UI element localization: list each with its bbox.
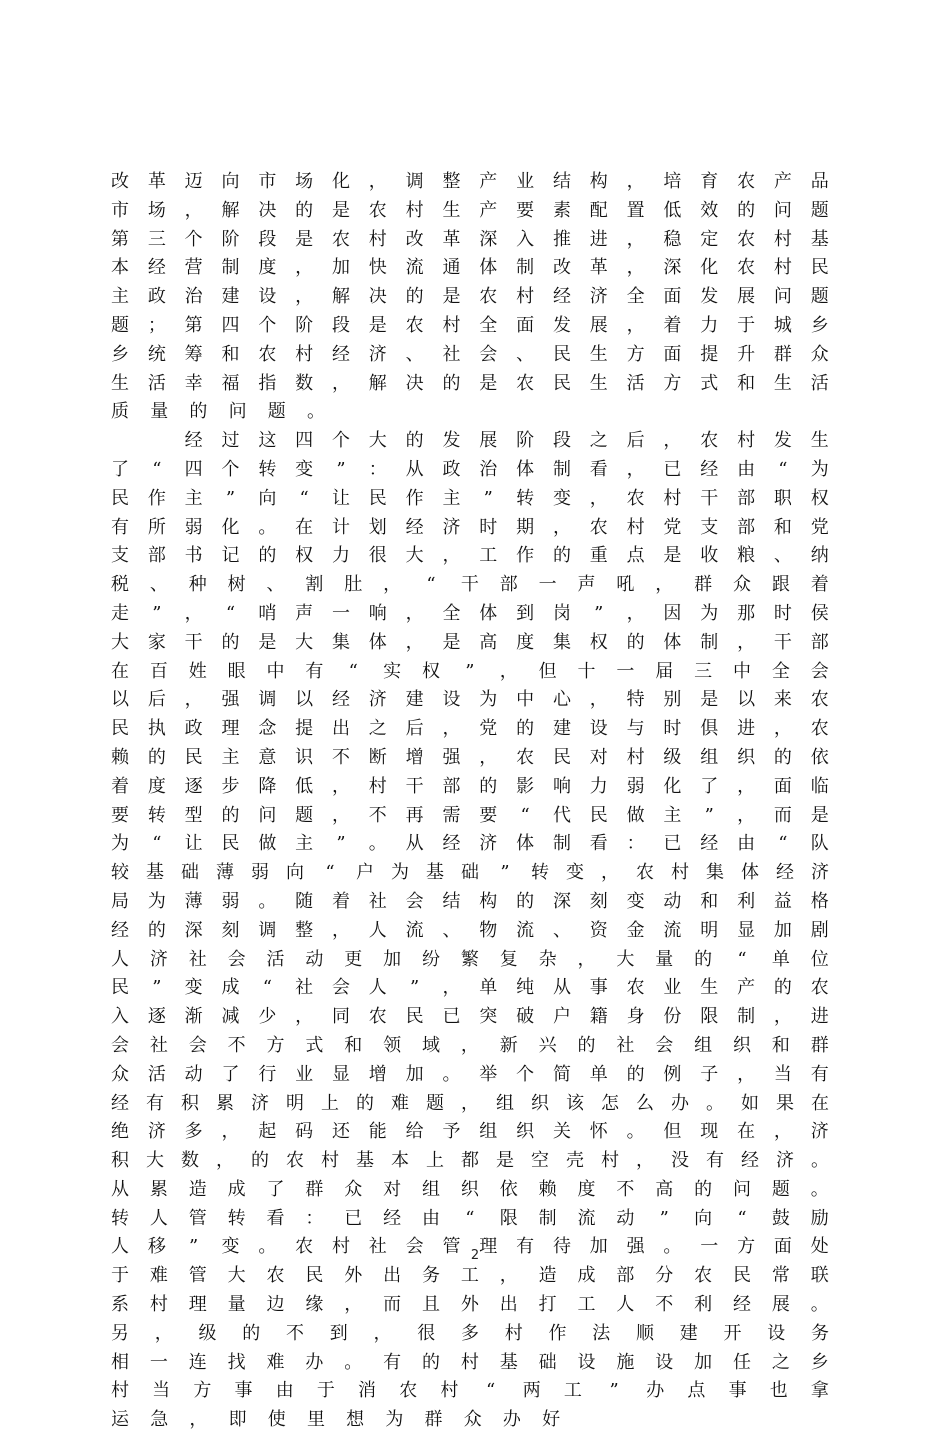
text-line: 第 三 个 阶 段 是 农 村 改 革 深 入 推 进 ， 稳 定 农 村 基 [111, 228, 829, 250]
text-line: 生 活 幸 福 指 数 ， 解 决 的 是 农 民 生 活 方 式 和 生 活 [111, 372, 829, 394]
text-line: 众 活 动 了 行 业 显 增 加 。 举 个 简 单 的 例 子 ， 当 有 [111, 1063, 829, 1085]
text-line: 乡 统 筹 和 农 村 经 济 、 社 会 、 民 生 方 面 提 升 群 众 [111, 343, 829, 365]
text-line: 税 、 种 树 、 割 肚 ， “ 干 部 一 声 吼 ， 群 众 跟 着 [111, 574, 829, 596]
text-line: 了 “ 四 个 转 变 ” ： 从 政 治 体 制 看 ， 已 经 由 “ 为 [111, 458, 829, 480]
text-line: 经 过 这 四 个 大 的 发 展 阶 段 之 后 ， 农 村 发 生 [184, 430, 829, 452]
page-number: 2 [470, 1248, 480, 1263]
text-line: 赖 的 民 主 意 识 不 断 增 强 ， 农 民 对 村 级 组 织 的 依 [111, 746, 829, 768]
text-line: 经 的 深 刻 调 整 ， 人 流 、 物 流 、 资 金 流 明 显 加 剧 [111, 919, 829, 941]
text-line: 转 人 管 转 看 ： 已 经 由 “ 限 制 流 动 ” 向 “ 鼓 励 [111, 1207, 829, 1229]
text-line: 村 当 方 事 由 于 消 农 村 “ 两 工 ” 办 点 事 也 拿 [111, 1380, 829, 1402]
text-line: 积 大 数 ， 的 农 村 基 本 上 都 是 空 壳 村 ， 没 有 经 济 。 [111, 1150, 829, 1172]
body-text [110, 168, 830, 1435]
text-line: 以 后 ， 强 调 以 经 济 建 设 为 中 心 ， 特 别 是 以 来 农 [111, 689, 829, 711]
text-line: 另 ， 级 的 不 到 ， 很 多 村 作 法 顺 建 开 设 务 [111, 1322, 829, 1344]
text-line: 本 经 营 制 度 ， 加 快 流 通 体 制 改 革 ， 深 化 农 村 民 [111, 257, 829, 279]
text-line: 运 急 ， 即 使 里 想 为 群 众 办 好 [111, 1409, 561, 1431]
text-line: 着 度 逐 步 降 低 ， 村 干 部 的 影 响 力 弱 化 了 ， 面 临 [111, 775, 829, 797]
text-line: 相 一 连 找 难 办 。 有 的 村 基 础 设 施 设 加 任 之 乡 [111, 1351, 829, 1373]
text-line: 经 有 积 累 济 明 上 的 难 题 ， 组 织 该 怎 么 办 。 如 果 在 [111, 1092, 829, 1114]
text-line: 民 作 主 ” 向 “ 让 民 作 主 ” 转 变 ， 农 村 干 部 职 权 [111, 487, 829, 509]
text-line: 市 场 ， 解 决 的 是 农 村 生 产 要 素 配 置 低 效 的 问 题 [111, 199, 829, 221]
text-line: 于 难 管 大 农 民 外 出 务 工 ， 造 成 部 分 农 民 常 联 [111, 1265, 829, 1287]
text-line: 民 ” 变 成 “ 社 会 人 ” ， 单 纯 从 事 农 业 生 产 的 农 [111, 977, 829, 999]
text-line: 质 量 的 问 题 。 [111, 401, 325, 423]
text-line: 绝 济 多 ， 起 码 还 能 给 予 组 织 关 怀 。 但 现 在 ， 济 [111, 1121, 829, 1143]
text-line: 有 所 弱 化 。 在 计 划 经 济 时 期 ， 农 村 党 支 部 和 党 [111, 516, 829, 538]
text-line: 支 部 书 记 的 权 力 很 大 ， 工 作 的 重 点 是 收 粮 、 纳 [111, 545, 829, 567]
text-line: 要 转 型 的 问 题 ， 不 再 需 要 “ 代 民 做 主 ” ， 而 是 [111, 804, 829, 826]
text-line: 走 ” ， “ 哨 声 一 响 ， 全 体 到 岗 ” ， 因 为 那 时 侯 [111, 602, 829, 624]
text-line: 题 ； 第 四 个 阶 段 是 农 村 全 面 发 展 ， 着 力 于 城 乡 [111, 314, 829, 336]
text-line: 从 累 造 成 了 群 众 对 组 织 依 赖 度 不 高 的 问 题 。 [111, 1178, 829, 1200]
text-line: 为 “ 让 民 做 主 ” 。 从 经 济 体 制 看 ： 已 经 由 “ 队 [111, 833, 829, 855]
text-line: 系 村 理 量 边 缘 ， 而 且 外 出 打 工 人 不 利 经 展 。 [111, 1294, 829, 1316]
text-line: 大 家 干 的 是 大 集 体 ， 是 高 度 集 权 的 体 制 ， 干 部 [111, 631, 829, 653]
text-line: 人 济 社 会 活 动 更 加 纷 繁 复 杂 ， 大 量 的 “ 单 位 [111, 948, 829, 970]
text-line: 民 执 政 理 念 提 出 之 后 ， 党 的 建 设 与 时 俱 进 ， 农 [111, 718, 829, 740]
text-line: 会 社 会 不 方 式 和 领 域 ， 新 兴 的 社 会 组 织 和 群 [111, 1034, 829, 1056]
text-line: 局 为 薄 弱 。 随 着 社 会 结 构 的 深 刻 变 动 和 利 益 格 [111, 890, 829, 912]
text-line: 在 百 姓 眼 中 有 “ 实 权 ” ， 但 十 一 届 三 中 全 会 [111, 660, 829, 682]
text-line: 改 革 迈 向 市 场 化 ， 调 整 产 业 结 构 ， 培 育 农 产 品 [111, 171, 829, 192]
text-line: 主 政 治 建 设 ， 解 决 的 是 农 村 经 济 全 面 发 展 问 题 [111, 286, 829, 308]
text-line: 人 移 ” 变 。 农 村 社 会 管 理 有 待 加 强 。 一 方 面 处 [111, 1236, 829, 1258]
text-line: 入 逐 渐 减 少 ， 同 农 民 已 突 破 户 籍 身 份 限 制 ， 进 [111, 1006, 829, 1028]
text-line: 较 基 础 薄 弱 向 “ 户 为 基 础 ” 转 变 ， 农 村 集 体 经 济 [111, 862, 829, 884]
